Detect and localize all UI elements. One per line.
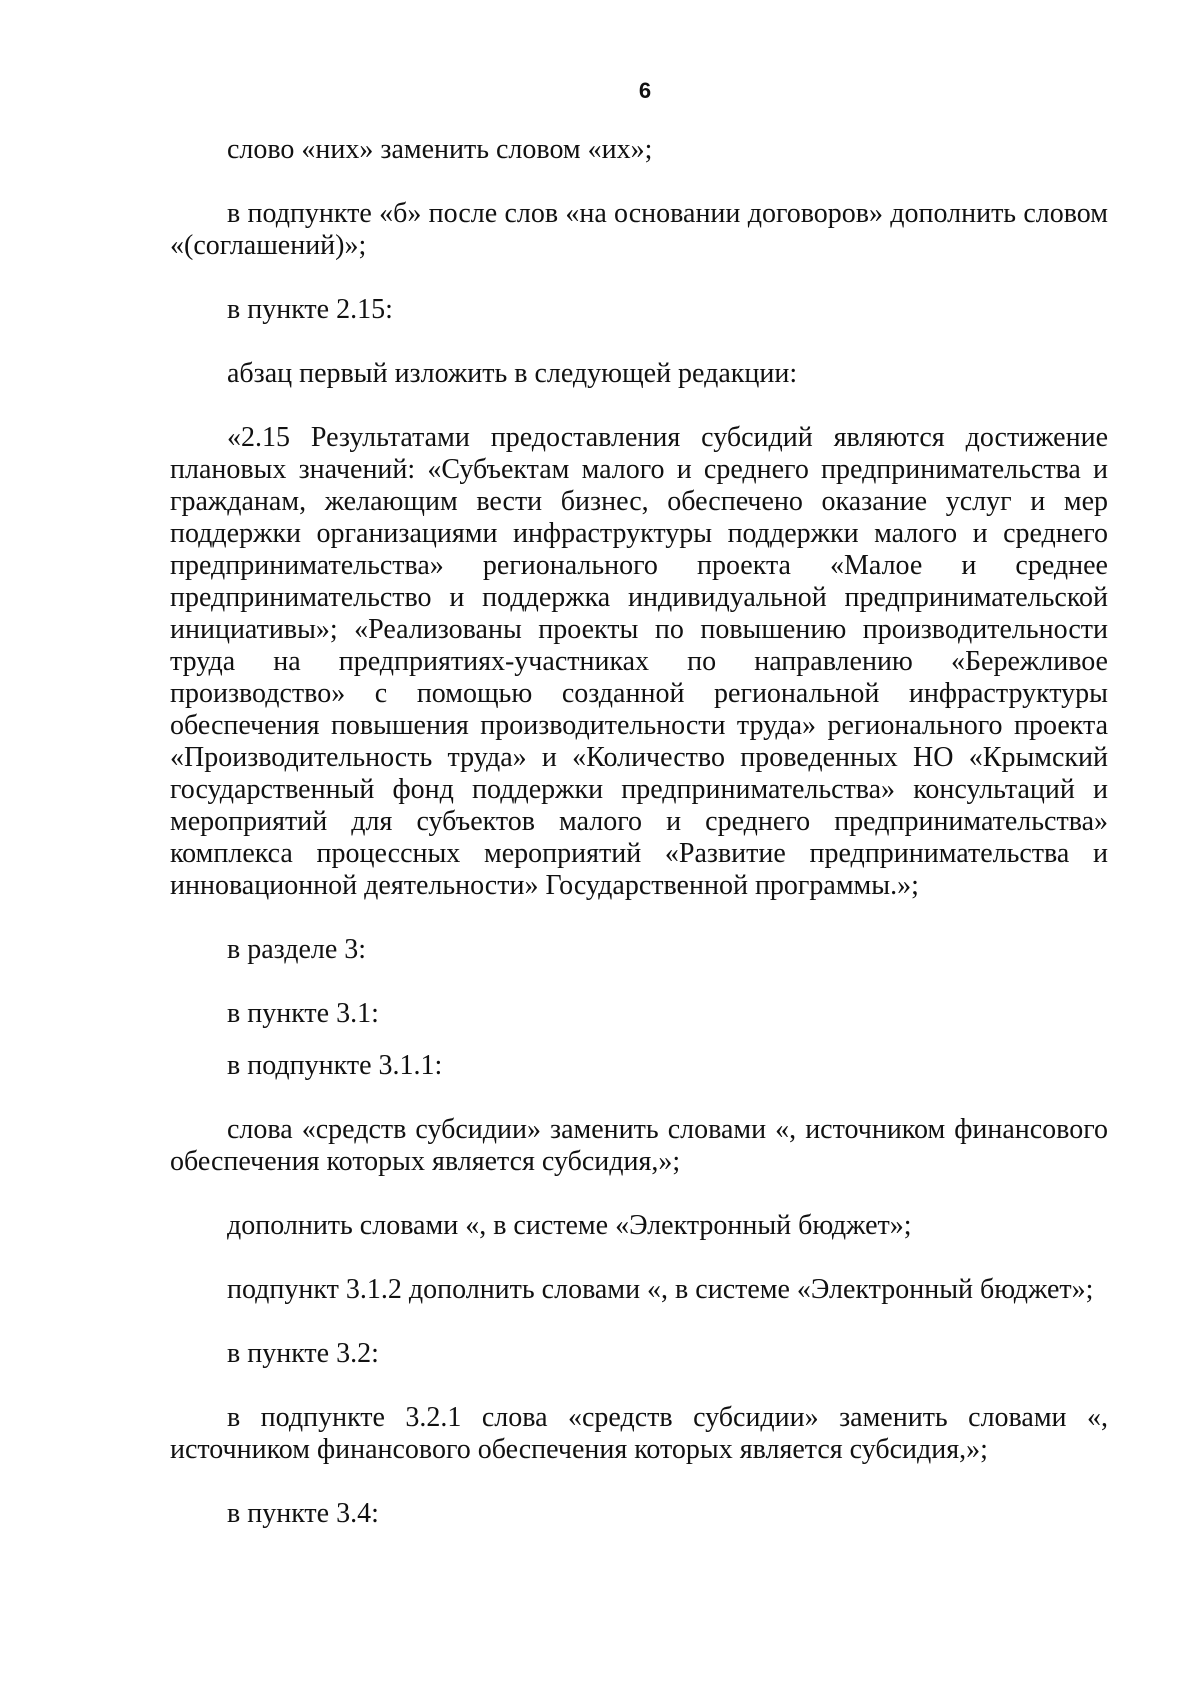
paragraph-8: в подпункте 3.1.1: <box>227 1050 443 1081</box>
paragraph-gap <box>170 1466 1108 1498</box>
paragraph-gap <box>170 1082 1108 1114</box>
paragraph-6: в разделе 3: <box>227 934 367 965</box>
paragraph-gap <box>170 166 1108 198</box>
paragraph-4: абзац первый изложить в следующей редакции: <box>227 358 798 389</box>
paragraph-gap <box>170 262 1108 294</box>
paragraph-gap <box>170 1178 1108 1210</box>
paragraph-gap <box>170 902 1108 934</box>
paragraph-gap <box>170 1242 1108 1274</box>
paragraph-10: дополнить словами «, в системе «Электронный бюджет»; <box>227 1210 912 1241</box>
paragraph-gap <box>170 1370 1108 1402</box>
paragraph-gap <box>170 966 1108 998</box>
paragraph-3: в пункте 2.15: <box>227 294 393 325</box>
paragraph-gap <box>170 390 1108 422</box>
paragraph-14: в пункте 3.4: <box>227 1498 379 1529</box>
paragraph-1: слово «них» заменить словом «их»; <box>227 134 653 165</box>
page-number: 6 <box>638 78 652 103</box>
document-body <box>170 134 1108 1530</box>
paragraph-2: в подпункте «б» после слов «на основании договоров» дополнить словом «(соглашений)»; <box>170 198 1108 261</box>
paragraph-gap <box>170 1306 1108 1338</box>
paragraph-5: «2.15 Результатами предоставления субсидий являются достижение плановых значений: «Субъектам малого и среднего предпринимательства и гражданам, желающим вести бизнес, обеспечено оказание услуг и мер поддержки организациями инфраструктуры поддержки малого и среднего предпринимательства» регионального проекта «Малое и среднее предпринимательство и поддержка индивидуальной предпринимательской инициативы»; «Реализованы проекты по повышению производительности труда на предприятиях-участниках по направлению «Бережливое производство» с помощью созданной региональной инфраструктуры обеспечения повышения производительности труда» регионального проекта «Производительность труда» и «Количество проведенных НО «Крымский государственный фонд поддержки предпринимательства» консультаций и мероприятий для субъектов малого и среднего предпринимательства» комплекса процессных мероприятий «Развитие предпринимательства и инновационной деятельности» Государственной программы.»; <box>170 422 1108 901</box>
paragraph-9: слова «средств субсидии» заменить словами «, источником финансового обеспечения которых является субсидия,»; <box>170 1114 1108 1177</box>
paragraph-gap <box>170 1030 1108 1050</box>
paragraph-7: в пункте 3.1: <box>227 998 379 1029</box>
paragraph-12: в пункте 3.2: <box>227 1338 379 1369</box>
paragraph-13: в подпункте 3.2.1 слова «средств субсидии» заменить словами «, источником финансового обеспечения которых является субсидия,»; <box>170 1402 1108 1465</box>
paragraph-gap <box>170 326 1108 358</box>
paragraph-11: подпункт 3.1.2 дополнить словами «, в системе «Электронный бюджет»; <box>227 1274 1094 1305</box>
